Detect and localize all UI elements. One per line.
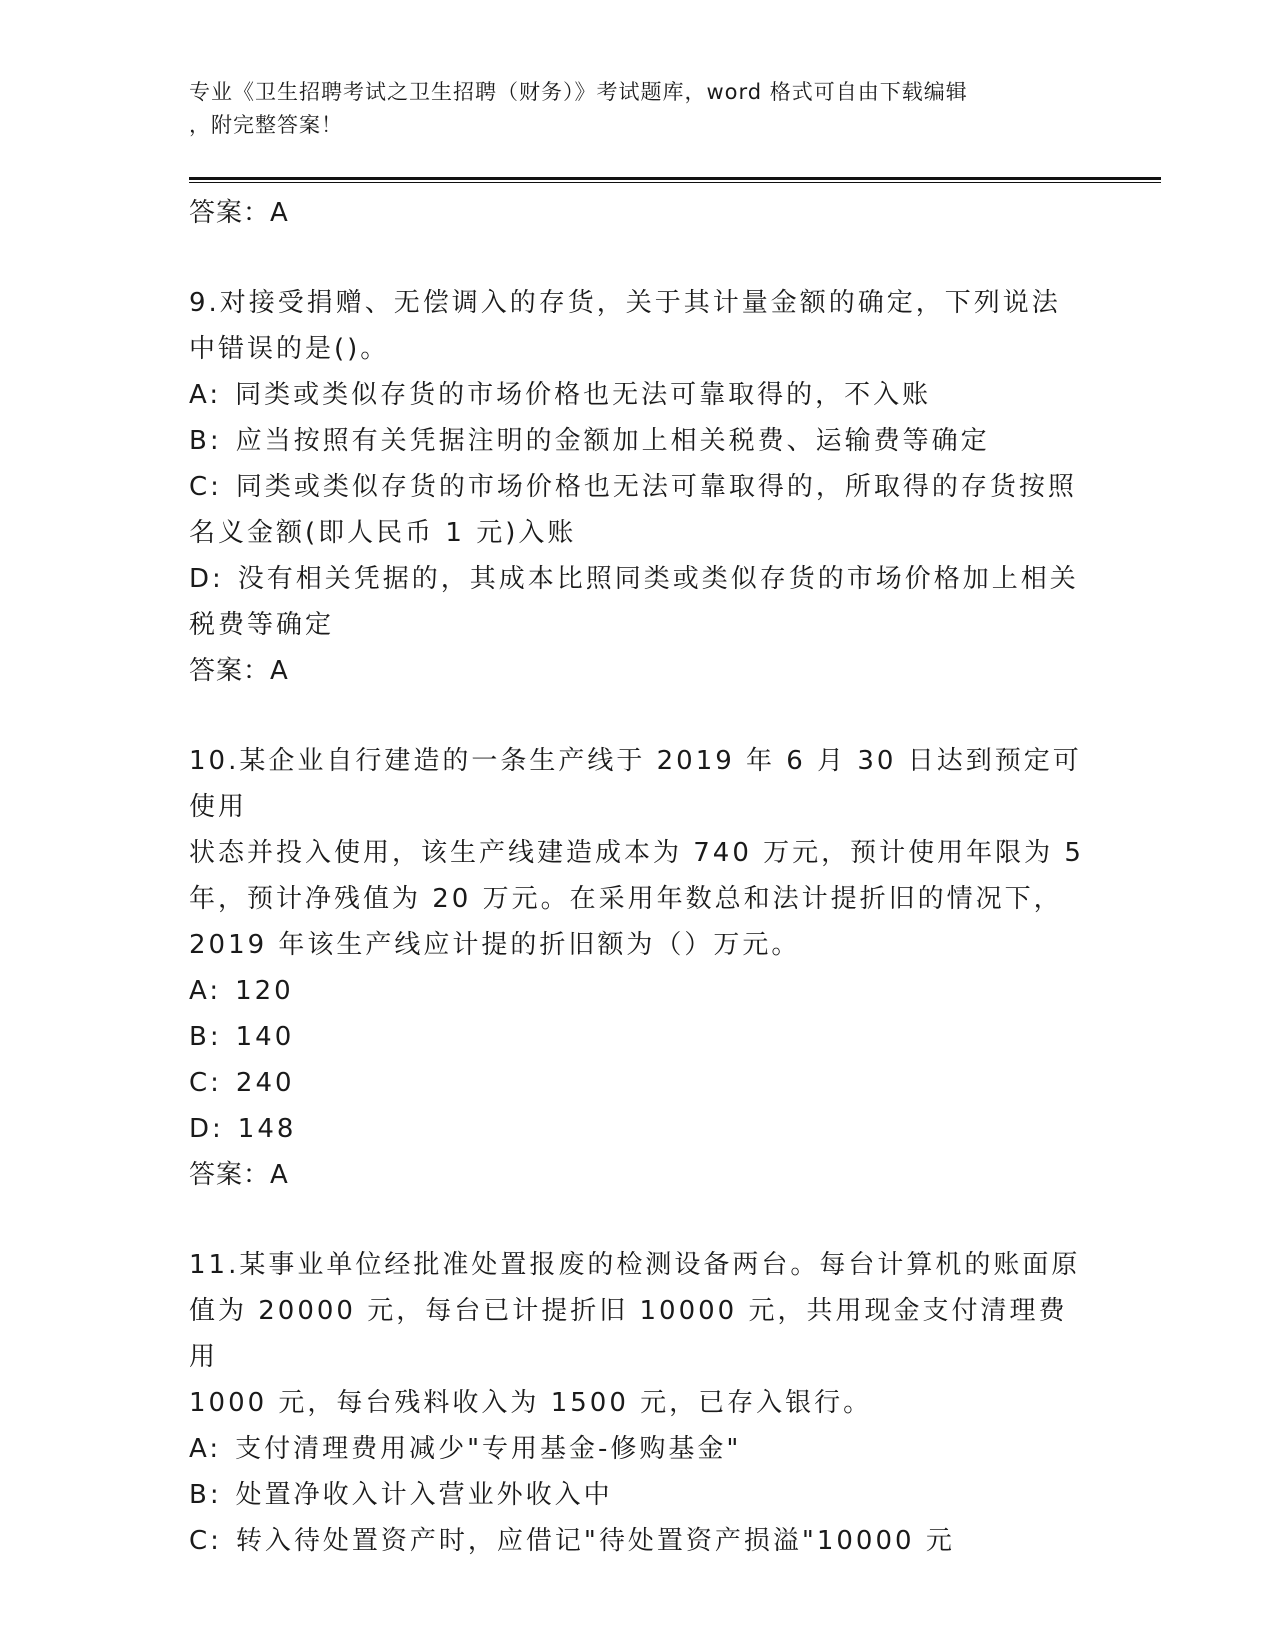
option-prefix: C: [189,1068,222,1098]
option-text: 240 [235,1068,295,1098]
answer-label: 答案：A [189,656,289,686]
option-prefix: A: [189,1434,222,1464]
option-line [189,1472,1089,1518]
option-text: 转入待处置资产时，应借记"待处置资产损溢"10000 元 [235,1526,955,1556]
option-text: 名义金额(即人民币 1 元)入账 [189,518,577,548]
option-line [189,1060,1089,1106]
header-line-2: ，附完整答案！ [189,113,343,137]
question-stem-line: 11.某事业单位经批准处置报废的检测设备两台。每台计算机的账面原 [189,1250,1081,1280]
option-line [189,510,1089,556]
option-text: 同类或类似存货的市场价格也无法可靠取得的，所取得的存货按照 [235,472,1077,502]
answer-label: 答案：A [189,198,289,228]
option-text: 120 [235,976,294,1006]
option-text: 处置净收入计入营业外收入中 [235,1480,613,1510]
question-stem-line: 9.对接受捐赠、无偿调入的存货，关于其计量金额的确定，下列说法 [189,288,1061,318]
option-text: 同类或类似存货的市场价格也无法可靠取得的，不入账 [235,380,932,410]
option-prefix: A: [189,976,222,1006]
question-block [189,1242,1089,1564]
option-text: 140 [235,1022,295,1052]
option-line [189,1014,1089,1060]
question-stem-line: 状态并投入使用，该生产线建造成本为 740 万元，预计使用年限为 5 [189,838,1084,868]
option-prefix: C: [189,1526,222,1556]
question-gap [189,1198,1089,1242]
answer-label: 答案：A [189,1160,289,1190]
question-stem-line: 2019 年该生产线应计提的折旧额为（）万元。 [189,930,801,960]
option-text: 没有相关凭据的，其成本比照同类或类似存货的市场价格加上相关 [237,564,1079,594]
option-line [189,556,1089,602]
option-text: 支付清理费用减少"专用基金-修购基金" [235,1434,742,1464]
option-line [189,418,1089,464]
question-stem-line: 年，预计净残值为 20 万元。在采用年数总和法计提折旧的情况下， [189,884,1063,914]
question-stem-line: 1000 元，每台残料收入为 1500 元，已存入银行。 [189,1388,873,1418]
option-prefix: B: [189,1022,222,1052]
option-line [189,372,1089,418]
question-stem-line: 10.某企业自行建造的一条生产线于 2019 年 6 月 30 日达到预定可使用 [189,746,1082,822]
option-prefix: B: [189,426,222,456]
question-gap [189,694,1089,738]
option-line [189,602,1089,648]
question-stem-line: 值为 20000 元，每台已计提折旧 10000 元，共用现金支付清理费用 [189,1296,1068,1372]
option-line [189,1426,1089,1472]
option-line [189,1106,1089,1152]
option-prefix: D: [189,564,224,594]
header-rule-thin [189,182,1161,183]
question-block [189,280,1089,694]
header-rule-thick [189,177,1161,180]
option-line [189,464,1089,510]
header-line-1: 专业《卫生招聘考试之卫生招聘（财务）》考试题库，word 格式可自由下载编辑 [189,80,968,104]
option-prefix: D: [189,1114,224,1144]
document-header [189,76,1089,142]
option-line [189,968,1089,1014]
document-body [189,190,1089,1564]
option-prefix: B: [189,1480,222,1510]
option-prefix: A: [189,380,222,410]
option-text: 148 [237,1114,297,1144]
question-gap [189,236,1089,280]
option-prefix: C: [189,472,222,502]
option-line [189,1518,1089,1564]
option-text: 应当按照有关凭据注明的金额加上相关税费、运输费等确定 [235,426,990,456]
question-block [189,738,1089,1198]
option-text: 税费等确定 [189,610,335,640]
question-stem-line: 中错误的是()。 [189,334,390,364]
